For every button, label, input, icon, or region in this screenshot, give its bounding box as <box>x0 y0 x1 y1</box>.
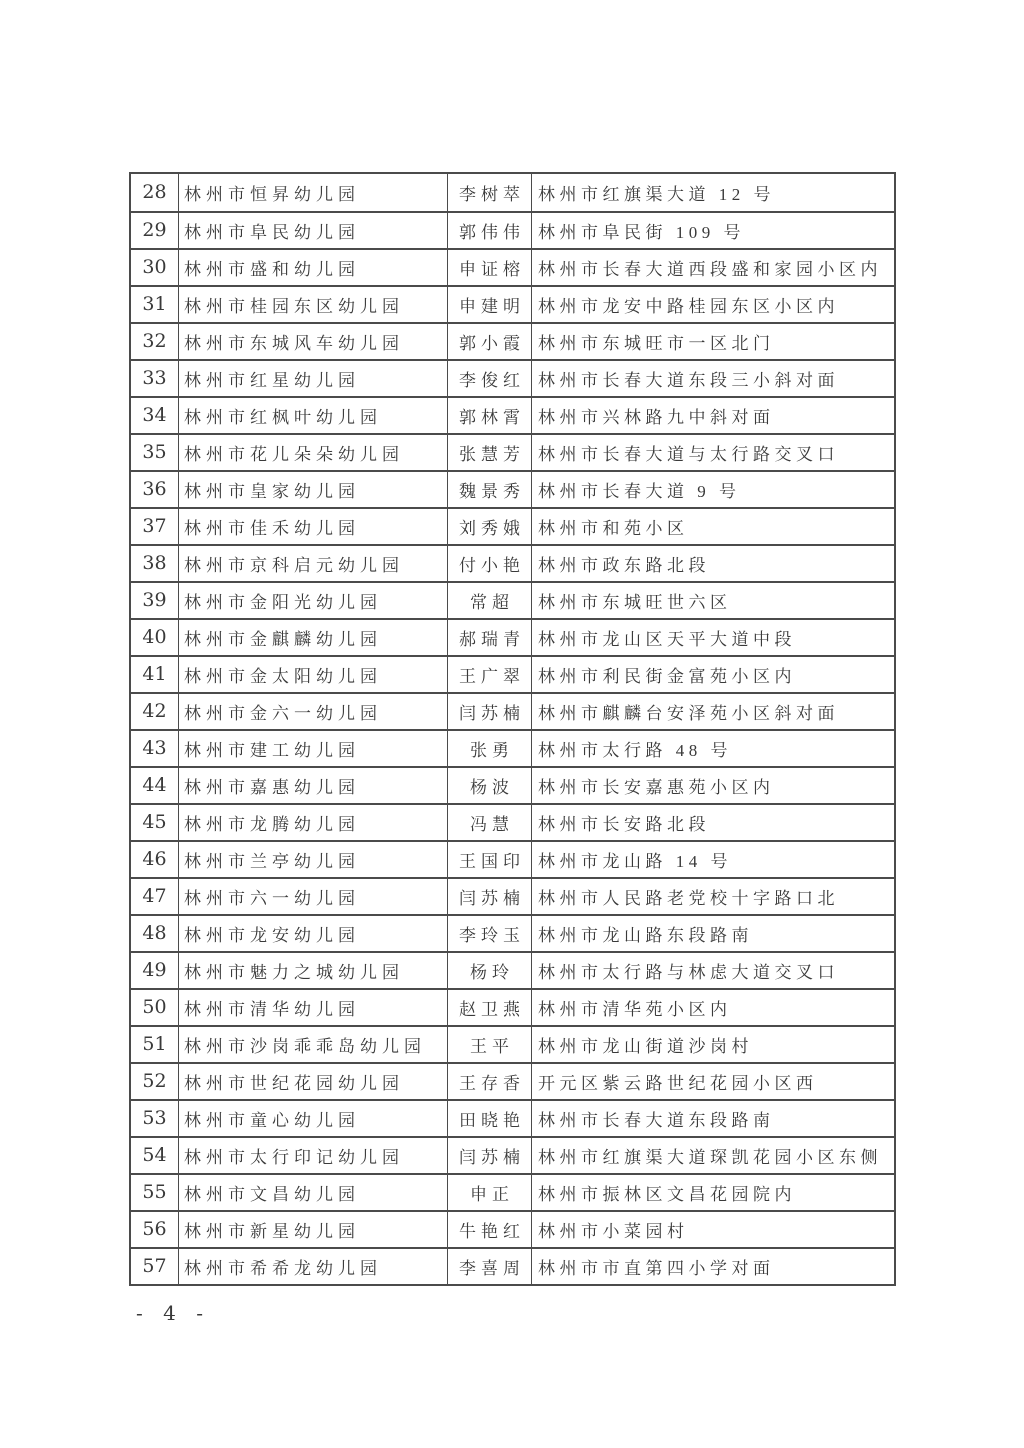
table-row <box>131 1025 894 1062</box>
address-cell: 林州市市直第四小学对面 <box>538 1259 775 1278</box>
table-row <box>131 322 894 359</box>
row-number-cell: 48 <box>131 916 179 951</box>
address-cell: 林州市清华苑小区内 <box>538 1000 732 1019</box>
kindergarten-name-cell: 林州市魅力之城幼儿园 <box>179 953 448 988</box>
address-cell: 林州市龙山路东段路南 <box>538 926 753 945</box>
table-row <box>131 618 894 655</box>
table-row <box>131 766 894 803</box>
table-row <box>131 248 894 285</box>
principal-name-cell: 郭小霞 <box>448 324 532 359</box>
row-number-cell: 53 <box>131 1101 179 1136</box>
table-row <box>131 1173 894 1210</box>
row-number-cell: 29 <box>131 213 179 248</box>
address-cell: 林州市龙山路 14 号 <box>538 852 732 871</box>
table-row <box>131 951 894 988</box>
row-number-cell: 44 <box>131 768 179 803</box>
principal-name-cell: 郭伟伟 <box>448 213 532 248</box>
kindergarten-name-cell: 林州市童心幼儿园 <box>179 1101 448 1136</box>
principal-name-cell: 王存香 <box>448 1064 532 1099</box>
kindergarten-name-cell: 林州市京科启元幼儿园 <box>179 546 448 581</box>
principal-name-cell: 魏景秀 <box>448 472 532 507</box>
row-number-cell: 35 <box>131 435 179 470</box>
table-row <box>131 1210 894 1247</box>
principal-name-cell: 李俊红 <box>448 361 532 396</box>
address-cell: 林州市长春大道 9 号 <box>538 482 741 501</box>
address-cell: 林州市东城旺世六区 <box>538 593 732 612</box>
address-cell: 林州市龙安中路桂园东区小区内 <box>538 297 839 316</box>
row-number-cell: 36 <box>131 472 179 507</box>
table-row <box>131 1136 894 1173</box>
kindergarten-name-cell: 林州市皇家幼儿园 <box>179 472 448 507</box>
principal-name-cell: 申建明 <box>448 287 532 322</box>
row-number-cell: 46 <box>131 842 179 877</box>
principal-name-cell: 杨波 <box>448 768 532 803</box>
kindergarten-table <box>129 172 896 1286</box>
row-number-cell: 32 <box>131 324 179 359</box>
principal-name-cell: 申证榕 <box>448 250 532 285</box>
address-cell: 林州市兴林路九中斜对面 <box>538 408 775 427</box>
principal-name-cell: 李玲玉 <box>448 916 532 951</box>
table-row <box>131 285 894 322</box>
kindergarten-name-cell: 林州市东城风车幼儿园 <box>179 324 448 359</box>
kindergarten-name-cell: 林州市建工幼儿园 <box>179 731 448 766</box>
table-row <box>131 581 894 618</box>
kindergarten-name-cell: 林州市世纪花园幼儿园 <box>179 1064 448 1099</box>
principal-name-cell: 闫苏楠 <box>448 1138 532 1173</box>
address-cell: 林州市长春大道西段盛和家园小区内 <box>538 260 882 279</box>
table-row <box>131 433 894 470</box>
row-number-cell: 39 <box>131 583 179 618</box>
principal-name-cell: 王国印 <box>448 842 532 877</box>
table-row <box>131 840 894 877</box>
row-number-cell: 45 <box>131 805 179 840</box>
table-row <box>131 914 894 951</box>
address-cell: 林州市利民街金富苑小区内 <box>538 667 796 686</box>
row-number-cell: 47 <box>131 879 179 914</box>
address-cell: 林州市政东路北段 <box>538 556 710 575</box>
table-row <box>131 1062 894 1099</box>
kindergarten-name-cell: 林州市花儿朵朵幼儿园 <box>179 435 448 470</box>
kindergarten-name-cell: 林州市新星幼儿园 <box>179 1212 448 1247</box>
table-row <box>131 877 894 914</box>
address-cell: 林州市长春大道与太行路交叉口 <box>538 445 839 464</box>
principal-name-cell: 郭林霄 <box>448 398 532 433</box>
table-row <box>131 211 894 248</box>
address-cell: 林州市龙山区天平大道中段 <box>538 630 796 649</box>
kindergarten-name-cell: 林州市佳禾幼儿园 <box>179 509 448 544</box>
principal-name-cell: 牛艳红 <box>448 1212 532 1247</box>
table-row <box>131 470 894 507</box>
principal-name-cell: 冯慧 <box>448 805 532 840</box>
principal-name-cell: 张慧芳 <box>448 435 532 470</box>
kindergarten-name-cell: 林州市希希龙幼儿园 <box>179 1249 448 1284</box>
row-number-cell: 34 <box>131 398 179 433</box>
row-number-cell: 40 <box>131 620 179 655</box>
address-cell: 林州市和苑小区 <box>538 519 689 538</box>
kindergarten-name-cell: 林州市六一幼儿园 <box>179 879 448 914</box>
table-row <box>131 507 894 544</box>
table-row <box>131 1099 894 1136</box>
address-cell: 林州市人民路老党校十字路口北 <box>538 889 839 908</box>
kindergarten-name-cell: 林州市清华幼儿园 <box>179 990 448 1025</box>
table-row <box>131 803 894 840</box>
kindergarten-name-cell: 林州市龙安幼儿园 <box>179 916 448 951</box>
row-number-cell: 49 <box>131 953 179 988</box>
address-cell: 林州市东城旺市一区北门 <box>538 334 775 353</box>
kindergarten-name-cell: 林州市红星幼儿园 <box>179 361 448 396</box>
principal-name-cell: 王广翠 <box>448 657 532 692</box>
address-cell: 林州市龙山街道沙岗村 <box>538 1037 753 1056</box>
principal-name-cell: 郝瑞青 <box>448 620 532 655</box>
row-number-cell: 42 <box>131 694 179 729</box>
principal-name-cell: 李喜周 <box>448 1249 532 1284</box>
address-cell: 林州市阜民街 109 号 <box>538 223 745 242</box>
table-row <box>131 174 894 211</box>
row-number-cell: 57 <box>131 1249 179 1284</box>
address-cell: 林州市长春大道东段三小斜对面 <box>538 371 839 390</box>
address-cell: 林州市麒麟台安泽苑小区斜对面 <box>538 704 839 723</box>
row-number-cell: 50 <box>131 990 179 1025</box>
principal-name-cell: 杨玲 <box>448 953 532 988</box>
kindergarten-name-cell: 林州市兰亭幼儿园 <box>179 842 448 877</box>
principal-name-cell: 李树萃 <box>448 174 532 211</box>
table-row <box>131 1247 894 1284</box>
principal-name-cell: 张勇 <box>448 731 532 766</box>
row-number-cell: 38 <box>131 546 179 581</box>
row-number-cell: 37 <box>131 509 179 544</box>
principal-name-cell: 田晓艳 <box>448 1101 532 1136</box>
kindergarten-name-cell: 林州市金麒麟幼儿园 <box>179 620 448 655</box>
address-cell: 林州市振林区文昌花园院内 <box>538 1185 796 1204</box>
table-row <box>131 692 894 729</box>
row-number-cell: 54 <box>131 1138 179 1173</box>
kindergarten-name-cell: 林州市金阳光幼儿园 <box>179 583 448 618</box>
principal-name-cell: 申正 <box>448 1175 532 1210</box>
kindergarten-name-cell: 林州市恒昇幼儿园 <box>179 174 448 211</box>
kindergarten-name-cell: 林州市桂园东区幼儿园 <box>179 287 448 322</box>
table-row <box>131 655 894 692</box>
table-row <box>131 544 894 581</box>
principal-name-cell: 王平 <box>448 1027 532 1062</box>
principal-name-cell: 付小艳 <box>448 546 532 581</box>
address-cell: 林州市长安嘉惠苑小区内 <box>538 778 775 797</box>
row-number-cell: 52 <box>131 1064 179 1099</box>
address-cell: 林州市长安路北段 <box>538 815 710 834</box>
address-cell: 林州市太行路与林虑大道交叉口 <box>538 963 839 982</box>
table-row <box>131 396 894 433</box>
row-number-cell: 55 <box>131 1175 179 1210</box>
page-number: - 4 - <box>136 1301 210 1325</box>
address-cell: 林州市红旗渠大道 12 号 <box>538 185 775 204</box>
kindergarten-name-cell: 林州市沙岗乖乖岛幼儿园 <box>179 1027 448 1062</box>
address-cell: 林州市太行路 48 号 <box>538 741 732 760</box>
address-cell: 开元区紫云路世纪花园小区西 <box>538 1074 818 1093</box>
table-row <box>131 729 894 766</box>
kindergarten-name-cell: 林州市太行印记幼儿园 <box>179 1138 448 1173</box>
kindergarten-name-cell: 林州市龙腾幼儿园 <box>179 805 448 840</box>
kindergarten-name-cell: 林州市嘉惠幼儿园 <box>179 768 448 803</box>
kindergarten-name-cell: 林州市文昌幼儿园 <box>179 1175 448 1210</box>
principal-name-cell: 闫苏楠 <box>448 694 532 729</box>
table-row <box>131 359 894 396</box>
row-number-cell: 56 <box>131 1212 179 1247</box>
row-number-cell: 31 <box>131 287 179 322</box>
table-row <box>131 988 894 1025</box>
principal-name-cell: 常超 <box>448 583 532 618</box>
kindergarten-name-cell: 林州市盛和幼儿园 <box>179 250 448 285</box>
kindergarten-name-cell: 林州市红枫叶幼儿园 <box>179 398 448 433</box>
row-number-cell: 43 <box>131 731 179 766</box>
row-number-cell: 30 <box>131 250 179 285</box>
principal-name-cell: 刘秀娥 <box>448 509 532 544</box>
kindergarten-name-cell: 林州市金六一幼儿园 <box>179 694 448 729</box>
kindergarten-name-cell: 林州市金太阳幼儿园 <box>179 657 448 692</box>
principal-name-cell: 赵卫燕 <box>448 990 532 1025</box>
row-number-cell: 41 <box>131 657 179 692</box>
address-cell: 林州市红旗渠大道琛凯花园小区东侧 <box>538 1148 882 1167</box>
address-cell: 林州市长春大道东段路南 <box>538 1111 775 1130</box>
kindergarten-name-cell: 林州市阜民幼儿园 <box>179 213 448 248</box>
row-number-cell: 28 <box>131 174 179 211</box>
row-number-cell: 33 <box>131 361 179 396</box>
principal-name-cell: 闫苏楠 <box>448 879 532 914</box>
address-cell: 林州市小菜园村 <box>538 1222 689 1241</box>
row-number-cell: 51 <box>131 1027 179 1062</box>
